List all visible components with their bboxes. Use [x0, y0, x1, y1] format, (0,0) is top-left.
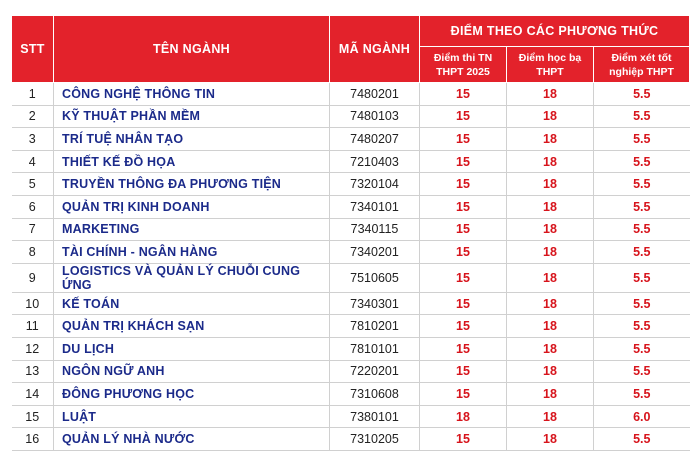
header-method-exam: Điểm thi TN THPT 2025	[420, 47, 507, 83]
row-score-exam: 15	[420, 337, 507, 360]
row-score-transcript: 18	[507, 218, 594, 241]
row-score-transcript: 18	[507, 105, 594, 128]
row-score-graduation: 5.5	[594, 292, 690, 315]
row-major-code: 7480201	[330, 83, 420, 106]
row-score-exam: 15	[420, 428, 507, 451]
row-major-name: KỸ THUẬT PHẦN MỀM	[54, 105, 330, 128]
row-score-exam: 15	[420, 292, 507, 315]
row-major-code: 7220201	[330, 360, 420, 383]
row-score-graduation: 5.5	[594, 383, 690, 406]
header-stt: STT	[12, 16, 54, 83]
row-major-code: 7340101	[330, 195, 420, 218]
row-score-transcript: 18	[507, 263, 594, 292]
header-method-transcript: Điểm học bạ THPT	[507, 47, 594, 83]
row-score-transcript: 18	[507, 360, 594, 383]
table-row	[12, 315, 690, 338]
row-major-code: 7340301	[330, 292, 420, 315]
row-score-graduation: 5.5	[594, 105, 690, 128]
row-major-name: QUẢN TRỊ KINH DOANH	[54, 195, 330, 218]
row-major-name: QUẢN LÝ NHÀ NƯỚC	[54, 428, 330, 451]
row-score-exam: 15	[420, 315, 507, 338]
row-stt: 16	[12, 428, 54, 451]
row-stt: 12	[12, 337, 54, 360]
row-score-transcript: 18	[507, 195, 594, 218]
header-method-group: ĐIỂM THEO CÁC PHƯƠNG THỨC	[420, 16, 690, 47]
row-major-code: 7510605	[330, 263, 420, 292]
row-score-exam: 15	[420, 241, 507, 264]
row-score-transcript: 18	[507, 241, 594, 264]
row-major-code: 7340115	[330, 218, 420, 241]
row-major-code: 7310608	[330, 383, 420, 406]
row-stt: 9	[12, 263, 54, 292]
row-major-name: THIẾT KẾ ĐỒ HỌA	[54, 150, 330, 173]
table-row	[12, 173, 690, 196]
row-stt: 6	[12, 195, 54, 218]
header-code: MÃ NGÀNH	[330, 16, 420, 83]
table-row	[12, 83, 690, 106]
table-row	[12, 383, 690, 406]
row-score-graduation: 5.5	[594, 128, 690, 151]
row-stt: 11	[12, 315, 54, 338]
row-major-code: 7310205	[330, 428, 420, 451]
row-score-graduation: 5.5	[594, 428, 690, 451]
row-score-transcript: 18	[507, 150, 594, 173]
header-name: TÊN NGÀNH	[54, 16, 330, 83]
header-method-graduation: Điểm xét tốt nghiệp THPT	[594, 47, 690, 83]
row-stt: 8	[12, 241, 54, 264]
table-row	[12, 241, 690, 264]
row-score-graduation: 5.5	[594, 218, 690, 241]
row-score-transcript: 18	[507, 83, 594, 106]
row-stt: 3	[12, 128, 54, 151]
row-score-exam: 15	[420, 195, 507, 218]
row-stt: 13	[12, 360, 54, 383]
row-stt: 1	[12, 83, 54, 106]
admission-score-table-container	[11, 15, 689, 451]
row-score-transcript: 18	[507, 383, 594, 406]
row-stt: 15	[12, 405, 54, 428]
row-score-transcript: 18	[507, 173, 594, 196]
row-score-exam: 15	[420, 360, 507, 383]
row-score-transcript: 18	[507, 128, 594, 151]
row-major-name: MARKETING	[54, 218, 330, 241]
row-score-exam: 15	[420, 105, 507, 128]
row-major-code: 7210403	[330, 150, 420, 173]
row-score-transcript: 18	[507, 337, 594, 360]
row-major-code: 7320104	[330, 173, 420, 196]
row-major-name: LUẬT	[54, 405, 330, 428]
row-score-transcript: 18	[507, 428, 594, 451]
row-score-exam: 15	[420, 173, 507, 196]
row-score-graduation: 5.5	[594, 263, 690, 292]
row-major-code: 7480103	[330, 105, 420, 128]
row-score-graduation: 5.5	[594, 337, 690, 360]
row-score-graduation: 5.5	[594, 173, 690, 196]
row-score-graduation: 5.5	[594, 195, 690, 218]
row-score-graduation: 5.5	[594, 83, 690, 106]
row-score-graduation: 5.5	[594, 315, 690, 338]
row-score-exam: 15	[420, 83, 507, 106]
row-major-name: CÔNG NGHỆ THÔNG TIN	[54, 83, 330, 106]
table-row	[12, 218, 690, 241]
table-header	[12, 16, 690, 83]
row-major-name: KẾ TOÁN	[54, 292, 330, 315]
row-major-name: LOGISTICS VÀ QUẢN LÝ CHUỖI CUNG ỨNG	[54, 263, 330, 292]
table-row	[12, 337, 690, 360]
row-score-graduation: 5.5	[594, 360, 690, 383]
row-major-code: 7340201	[330, 241, 420, 264]
row-major-name: TRÍ TUỆ NHÂN TẠO	[54, 128, 330, 151]
row-stt: 14	[12, 383, 54, 406]
row-score-exam: 15	[420, 263, 507, 292]
row-stt: 2	[12, 105, 54, 128]
row-major-name: TRUYỀN THÔNG ĐA PHƯƠNG TIỆN	[54, 173, 330, 196]
row-score-transcript: 18	[507, 292, 594, 315]
admission-score-table	[11, 15, 690, 451]
table-row	[12, 428, 690, 451]
table-row	[12, 292, 690, 315]
row-score-graduation: 5.5	[594, 150, 690, 173]
row-stt: 5	[12, 173, 54, 196]
row-major-name: QUẢN TRỊ KHÁCH SẠN	[54, 315, 330, 338]
row-score-transcript: 18	[507, 315, 594, 338]
row-score-exam: 15	[420, 150, 507, 173]
table-body	[12, 83, 690, 451]
row-major-code: 7480207	[330, 128, 420, 151]
table-row	[12, 263, 690, 292]
row-score-exam: 15	[420, 128, 507, 151]
row-score-graduation: 5.5	[594, 241, 690, 264]
row-score-exam: 15	[420, 218, 507, 241]
row-stt: 10	[12, 292, 54, 315]
row-score-exam: 18	[420, 405, 507, 428]
table-row	[12, 128, 690, 151]
row-major-code: 7380101	[330, 405, 420, 428]
table-row	[12, 195, 690, 218]
table-row	[12, 405, 690, 428]
row-major-name: TÀI CHÍNH - NGÂN HÀNG	[54, 241, 330, 264]
row-major-name: NGÔN NGỮ ANH	[54, 360, 330, 383]
table-row	[12, 105, 690, 128]
row-stt: 7	[12, 218, 54, 241]
row-major-code: 7810101	[330, 337, 420, 360]
row-score-graduation: 6.0	[594, 405, 690, 428]
row-stt: 4	[12, 150, 54, 173]
table-row	[12, 150, 690, 173]
row-score-transcript: 18	[507, 405, 594, 428]
row-score-exam: 15	[420, 383, 507, 406]
table-row	[12, 360, 690, 383]
row-major-name: DU LỊCH	[54, 337, 330, 360]
row-major-name: ĐÔNG PHƯƠNG HỌC	[54, 383, 330, 406]
row-major-code: 7810201	[330, 315, 420, 338]
